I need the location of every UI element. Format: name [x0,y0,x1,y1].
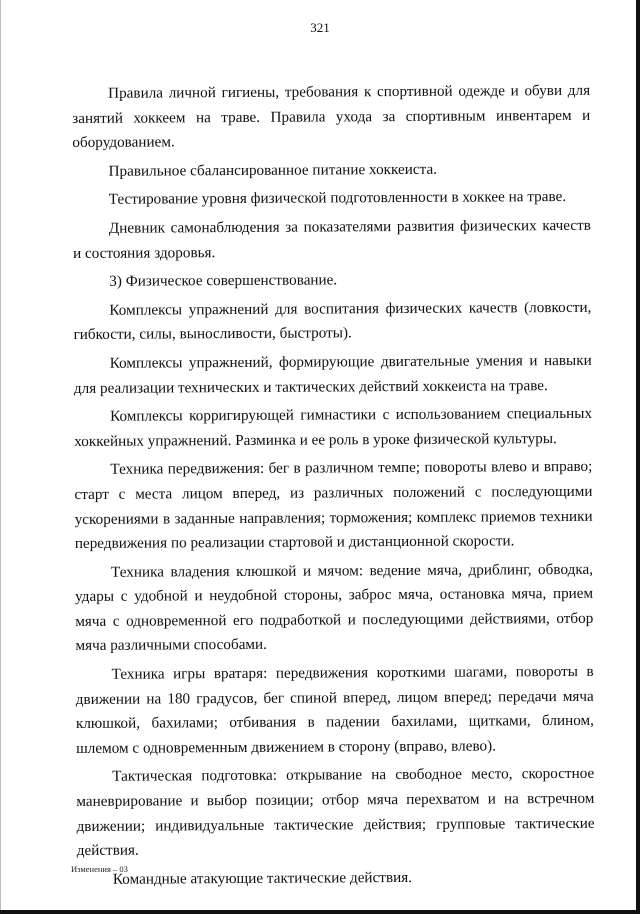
paragraph: Техника владения клюшкой и мячом: ведение мяча, дриблинг, обводка, удары с удобной и неудобной стороны, заброс мяча, остановка мяча, прием мяча с одновременной его подработкой и последующими действиями, отбор мяча различными способами. [75,560,594,655]
document-body [72,79,595,897]
paragraph: Тестирование уровня физической подготовленности в хоккее на траве. [108,188,567,209]
paragraph: Комплексы упражнений, формирующие двигательные умения и навыки для реализации технических и тактических действий хоккеиста на траве. [73,351,592,397]
paragraph: Правильное сбалансированное питание хоккеиста. [108,160,438,180]
paragraph: Техника передвижения: бег в различном темпе; повороты влево и вправо; старт с места лицом вперед, из различных положений с последующими ускорениями в заданные направления; торможения; комплекс приемов техники передвижения по реализации стартовой и дистанционной скорости. [74,458,593,553]
paragraph: Комплексы упражнений для воспитания физических качеств (ловкости, гибкости, силы, выносливости, быстроты). [73,298,592,344]
paragraph: Комплексы корригирующей гимнастики с использованием специальных хоккейных упражнений. Разминка и ее роль в уроке физической культуры. [74,404,593,450]
scan-edge-bottom [0,910,640,914]
paragraph: Тактическая подготовка: открывание на свободное место, скоростное маневрирование и выбор позиции; отбор мяча перехватом и на встречном движении; индивидуальные тактические действия; групповые тактические действия. [76,765,595,860]
paragraph: Правила личной гигиены, требования к спортивной одежде и обуви для занятий хоккеем на траве. Правила ухода за спортивным инвентарем и оборудованием. [72,81,591,152]
scan-edge-right [636,0,640,914]
paragraph: Командные атакующие тактические действия. [112,868,413,888]
section-heading: 3) Физическое совершенствование. [109,271,338,290]
revision-footer: Изменения – 03 [71,864,128,874]
scan-edge-left [0,0,1,914]
paragraph: Техника игры вратаря: передвижения короткими шагами, повороты в движении на 180 градусов, бег спиной вперед, лицом вперед; передачи мяча клюшкой, бахилами; отбивания в падении бахилами, щитками, блином, шлемом с одновременным движением в сторону (вправо, влево). [75,662,594,757]
paragraph: Дневник самонаблюдения за показателями развития физических качеств и состояния здоровья. [72,216,591,262]
page-number: 321 [310,20,330,35]
